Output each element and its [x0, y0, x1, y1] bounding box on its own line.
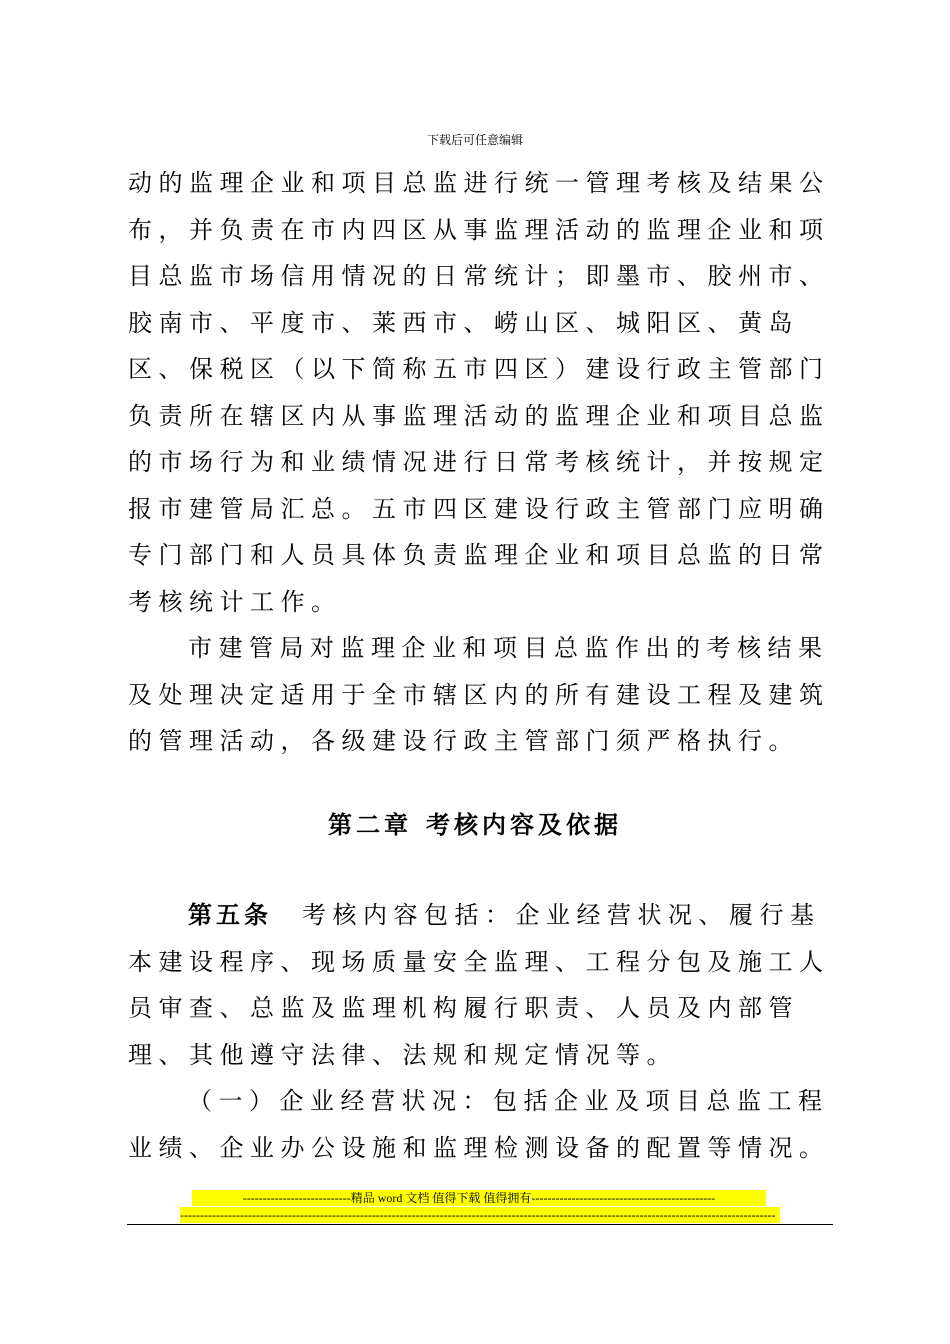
- footer-rule: [127, 1224, 833, 1225]
- header-note: 下载后可任意编辑: [426, 133, 523, 147]
- chapter-title: 考核内容及依据: [426, 811, 622, 839]
- chapter-number: 第二章: [328, 811, 412, 839]
- footer-dash-line: -----------------------------------------------------------------------------------------------------------------------------------------------------: [180, 1207, 780, 1223]
- footer-banner: ---------------------------精品 word 文档 值得下载 值得拥有----------------------------------------------: [192, 1190, 766, 1206]
- paragraph-application: 市建管局对监理企业和项目总监作出的考核结果及处理决定适用于全市辖区内的所有建设工程及建筑的管理活动，各级建设行政主管部门须严格执行。: [128, 634, 830, 755]
- paragraph-continued: 动的监理企业和项目总监进行统一管理考核及结果公布，并负责在市内四区从事监理活动的监理企业和项目总监市场信用情况的日常统计；即墨市、胶州市、胶南市、平度市、莱西市、崂山区、城阳区、黄岛区、保税区（以下简称五市四区）建设行政主管部门负责所在辖区内从事监理活动的监理企业和项目总监的市场行为和业绩情况进行日常考核统计，并按规定报市建管局汇总。五市四区建设行政主管部门应明确专门部门和人员具体负责监理企业和项目总监的日常考核统计工作。: [128, 169, 830, 616]
- article-5: [128, 892, 840, 1078]
- body-text-top: [128, 160, 840, 765]
- article-5-text: 考核内容包括：企业经营状况、履行基本建设程序、现场质量安全监理、工程分包及施工人员审查、总监及监理机构履行职责、人员及内部管理、其他遵守法律、法规和规定情况等。: [128, 901, 830, 1069]
- body-text-bottom: [128, 892, 840, 1171]
- article-5-item-1: （一）企业经营状况：包括企业及项目总监工程业绩、企业办公设施和监理检测设备的配置等情况。: [128, 1087, 830, 1162]
- chapter-heading: [0, 805, 950, 845]
- article-5-label: 第五条: [188, 901, 272, 929]
